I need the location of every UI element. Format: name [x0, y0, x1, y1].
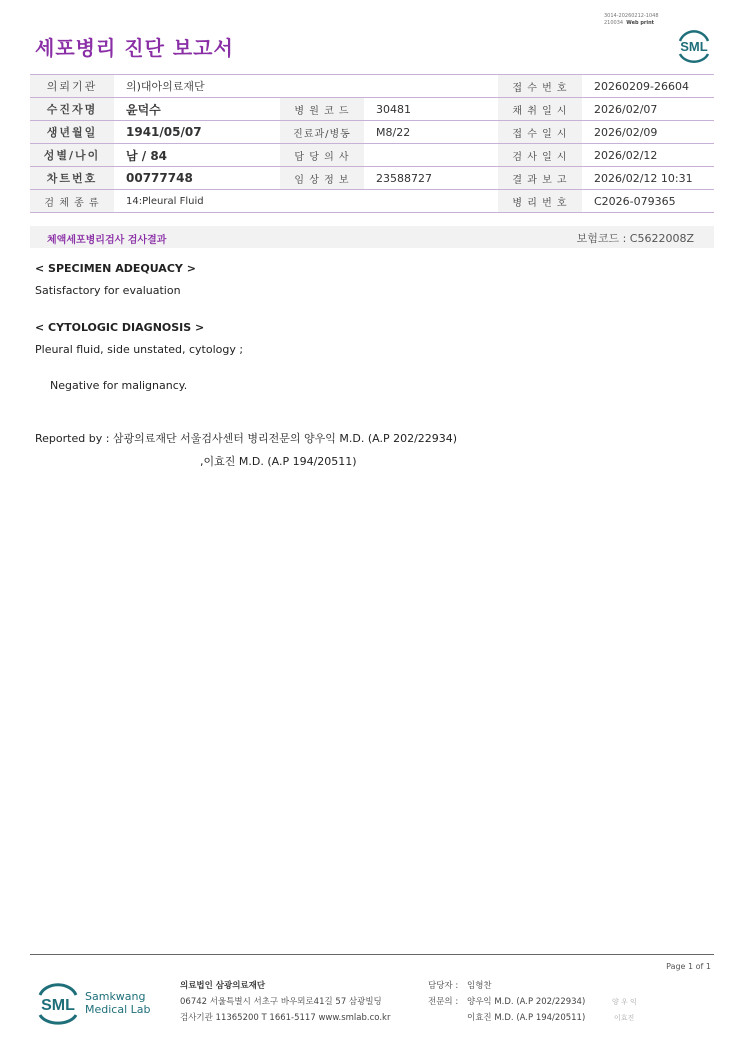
specialist-2: 이효진 M.D. (A.P 194/20511) — [467, 1013, 586, 1023]
value-sex-age: 남 / 84 — [114, 144, 280, 167]
table-row — [30, 121, 714, 144]
result-header-bar — [30, 226, 714, 248]
diagnosis-heading: < CYTOLOGIC DIAGNOSIS > — [35, 321, 205, 334]
org-info — [180, 978, 390, 1026]
print-info — [604, 13, 659, 27]
label-result-report: 결 과 보 고 — [498, 167, 582, 190]
value-collection-date: 2026/02/07 — [582, 98, 714, 121]
specialist-1: 양우익 M.D. (A.P 202/22934) — [467, 997, 586, 1007]
value-patient-name: 윤덕수 — [114, 98, 280, 121]
report-title: 세포병리 진단 보고서 — [35, 36, 234, 60]
footer-logo-text: SML — [41, 997, 75, 1014]
adequacy-text: Satisfactory for evaluation — [35, 284, 181, 297]
label-hospital-code: 병 원 코 드 — [280, 98, 364, 121]
value-received-date: 2026/02/09 — [582, 121, 714, 144]
value-birth-date: 1941/05/07 — [114, 121, 280, 144]
diagnosis-result: Negative for malignancy. — [50, 379, 188, 392]
result-title: 체액세포병리검사 검사결과 — [47, 235, 167, 246]
label-department: 진료과/병동 — [280, 121, 364, 144]
value-hospital-code: 30481 — [364, 98, 498, 121]
label-pathology-no: 병 리 번 호 — [498, 190, 582, 213]
label-chart-no: 차트번호 — [30, 167, 114, 190]
print-time: 210034 — [604, 20, 624, 26]
label-patient-name: 수진자명 — [30, 98, 114, 121]
label-received-date: 접 수 일 시 — [498, 121, 582, 144]
label-specimen-type: 검 체 종 류 — [30, 190, 114, 213]
insurance-code: 보험코드 : C5622008Z — [576, 232, 694, 245]
specialist-label: 전문의 : — [428, 997, 459, 1007]
table-row — [30, 167, 714, 190]
footer-divider — [30, 954, 714, 955]
label-test-date: 검 사 일 시 — [498, 144, 582, 167]
page-number: Page 1 of 1 — [666, 962, 711, 971]
sml-logo-icon — [674, 25, 714, 65]
org-address: 06742 서울특별시 서초구 바우뫼로41길 57 삼광빌딩 — [180, 997, 382, 1007]
brand-line1: Samkwang — [85, 990, 146, 1003]
print-id: 3014-20260212-1048 — [604, 13, 659, 19]
label-accession-no: 접 수 번 호 — [498, 75, 582, 98]
label-collection-date: 채 취 일 시 — [498, 98, 582, 121]
org-contact: 검사기관 11365200 T 1661-5117 www.smlab.co.kr — [180, 1013, 391, 1023]
print-label: Web print — [626, 20, 655, 26]
value-result-report: 2026/02/12 10:31 — [582, 167, 714, 190]
value-attending-doctor — [364, 144, 498, 167]
value-requesting-org: 의)대아의료재단 — [114, 75, 280, 98]
label-requesting-org: 의뢰기관 — [30, 75, 114, 98]
value-chart-no: 00777748 — [114, 167, 280, 190]
patient-info-table — [30, 74, 714, 213]
reported-by: Reported by : 삼광의료재단 서울검사센터 병리전문의 양우익 M.D. (A.P 202/22934) — [35, 432, 458, 445]
label-sex-age: 성별/나이 — [30, 144, 114, 167]
value-clinical-info: 23588727 — [364, 167, 498, 190]
value-specimen-type: 14:Pleural Fluid — [114, 190, 280, 213]
label-attending-doctor: 담 당 의 사 — [280, 144, 364, 167]
org-name: 의료법인 삼광의료재단 — [180, 981, 266, 991]
staff-name: 임형찬 — [467, 981, 492, 991]
staff-labels — [428, 978, 458, 1010]
sml-footer-logo-icon — [34, 978, 82, 1028]
label-clinical-info: 임 상 정 보 — [280, 167, 364, 190]
table-row — [30, 190, 714, 213]
staff-names — [467, 978, 585, 1026]
staff-label: 담당자 : — [428, 981, 459, 991]
table-row — [30, 98, 714, 121]
table-row — [30, 75, 714, 98]
adequacy-heading: < SPECIMEN ADEQUACY > — [35, 262, 196, 275]
value-department: M8/22 — [364, 121, 498, 144]
value-test-date: 2026/02/12 — [582, 144, 714, 167]
value-pathology-no: C2026-079365 — [582, 190, 714, 213]
signature-1: 양 우 익 — [612, 998, 637, 1006]
table-row — [30, 144, 714, 167]
reported-by-second: ,이효진 M.D. (A.P 194/20511) — [200, 455, 357, 468]
brand-line2: Medical Lab — [85, 1003, 151, 1016]
logo-text: SML — [680, 39, 708, 54]
diagnosis-text: Pleural fluid, side unstated, cytology ; — [35, 343, 244, 356]
signature-2: 이효진 — [614, 1014, 635, 1022]
brand-name — [85, 990, 151, 1016]
label-birth-date: 생년월일 — [30, 121, 114, 144]
value-accession-no: 20260209-26604 — [582, 75, 714, 98]
